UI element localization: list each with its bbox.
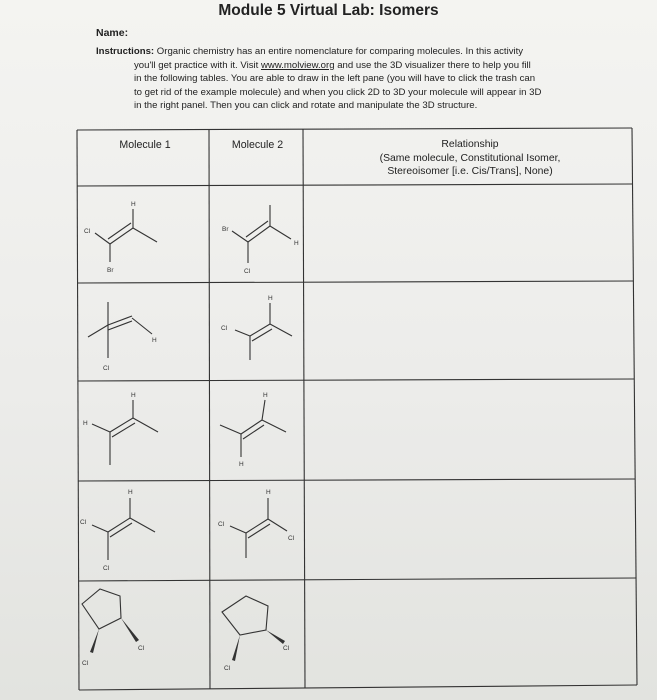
molview-link[interactable]: www.molview.org [260,59,335,71]
row5-m2-label-a: Cl [224,665,231,672]
row4-m1-label-a: Cl [80,519,87,526]
instructions-label: Instructions: [96,46,155,57]
row2-m2-label-b: H [268,295,273,302]
row5-molecule1-structure [82,589,121,629]
header-relationship-examples: Stereoisomer [i.e. Cis/Trans], None) [387,166,553,177]
header-relationship-options: (Same molecule, Constitutional Isomer, [379,152,561,164]
row4-molecule1-structure [92,498,155,560]
row1-m2-label-c: Cl [244,268,251,275]
header-molecule-1: Molecule 1 [119,139,171,151]
row2-m1-label-a: H [152,337,157,344]
row1-molecule2-structure [232,205,291,263]
row1-m2-label-a: Br [222,226,229,233]
row5-m2-label-b: Cl [283,645,290,652]
row3-molecule2-structure [220,400,286,457]
instructions-line-3: in the following tables. You are able to draw in the left pane (you will have to click the trash can [134,73,536,85]
row2-m2-label-a: Cl [221,325,228,332]
page-title: Module 5 Virtual Lab: Isomers [218,2,439,19]
row3-molecule1-structure [92,400,158,465]
row3-m2-label-c: H [239,461,244,468]
row3-relationship-cell[interactable] [306,381,634,479]
row4-m2-label-b: H [266,489,271,496]
instructions-line-1: Organic chemistry has an entire nomenclature for comparing molecules. In this activity [156,46,524,57]
instructions-line-2-post: and use the 3D visualizer there to help you fill [334,59,531,71]
instructions-line-2-pre: you'll get practice with it. Visit [134,59,261,71]
row5-molecule2-structure [222,596,268,635]
header-relationship-title: Relationship [441,139,499,150]
row1-m1-label-c: Br [107,267,114,274]
row2-relationship-cell[interactable] [306,283,633,379]
row4-relationship-cell[interactable] [307,481,635,578]
row4-m1-label-b: H [128,489,133,496]
name-label: Name: [96,27,129,39]
row5-molecule1-hash-bond [121,618,139,642]
row3-m1-label-a: H [83,420,88,427]
row1-relationship-cell[interactable] [306,186,632,281]
row4-molecule2-structure [230,498,287,558]
row2-molecule2-structure [235,303,292,360]
header-relationship [308,138,632,179]
row1-m2-label-b: H [294,240,299,247]
row5-molecule1-wedge-bond [90,629,99,653]
row3-m2-label-b: H [263,392,268,399]
row1-m1-label-b: H [131,201,136,208]
instructions-line-5: in the right panel. Then you can click and rotate and manipulate the 3D structure. [134,100,478,112]
header-molecule-2: Molecule 2 [231,139,284,151]
row3-m1-label-b: H [131,392,136,399]
row5-m1-label-a: Cl [82,660,89,667]
row4-m1-label-c: Cl [103,565,110,572]
row5-relationship-cell[interactable] [307,581,636,685]
row5-molecule2-hash-bond [266,630,285,644]
row4-m2-label-c: Cl [288,535,295,542]
instructions-line-4: to get rid of the example molecule) and when you click 2D to 3D your molecule will appear in 3D [134,86,542,98]
row2-molecule1-structure [88,302,152,358]
row1-m1-label-a: Cl [84,228,91,235]
row2-m1-label-c: Cl [103,365,110,372]
row1-molecule1-structure [95,209,157,262]
row5-m1-label-b: Cl [138,645,145,652]
row5-molecule2-wedge-bond [232,635,240,661]
row4-m2-label-a: Cl [218,521,225,528]
